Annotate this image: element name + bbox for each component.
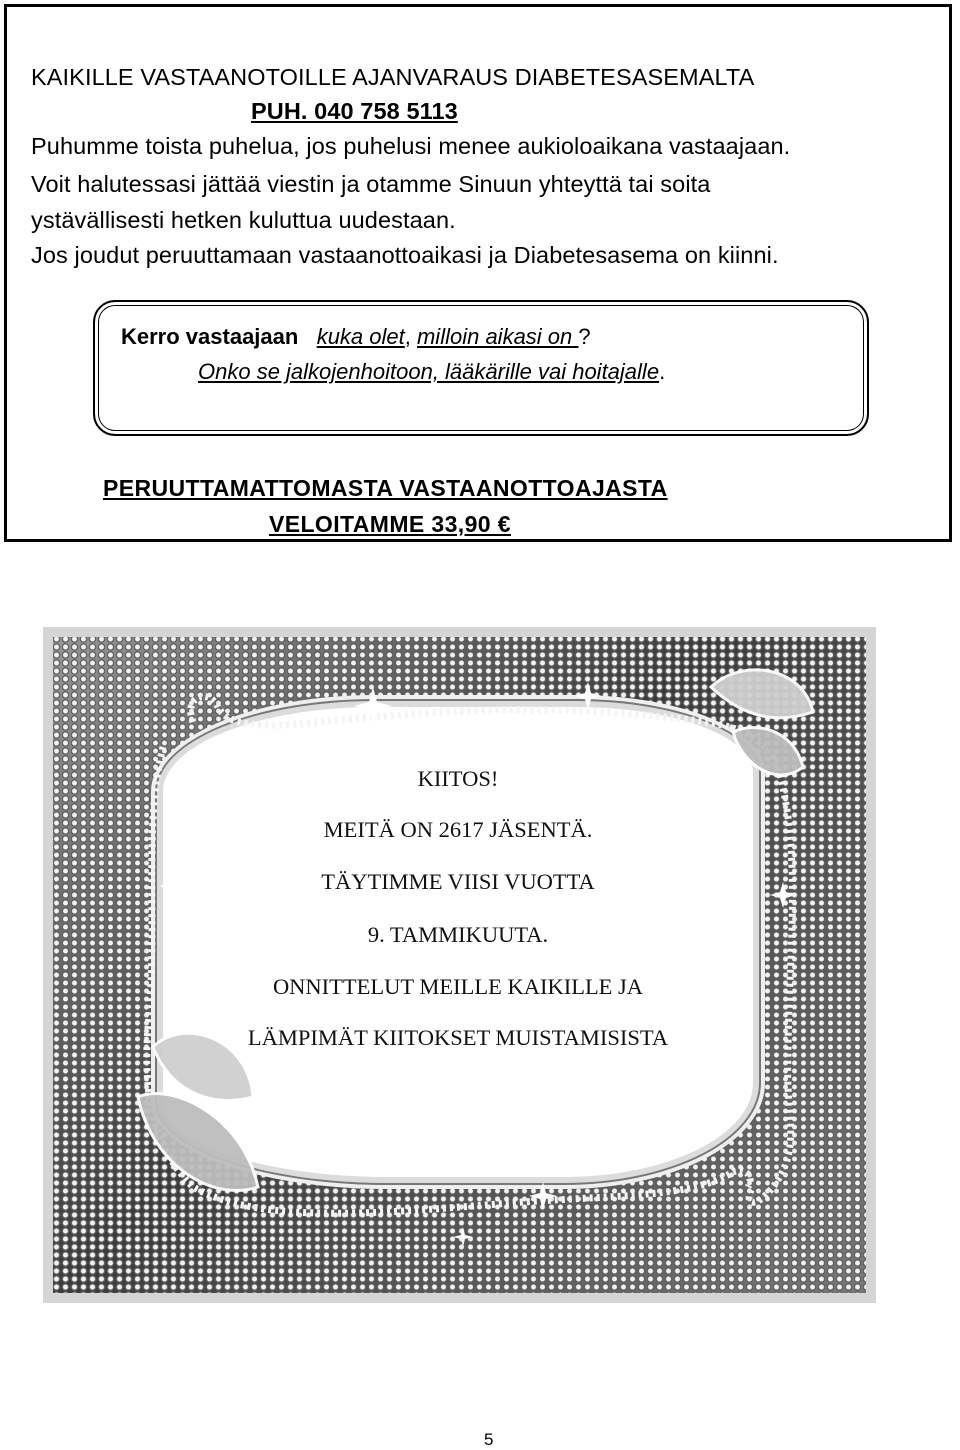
fee-line-2: VELOITAMME 33,90 € [269, 511, 511, 537]
card-decoration [43, 627, 876, 1303]
info-box [4, 4, 952, 542]
instruction-box [93, 300, 869, 436]
fee-line-1: PERUUTTAMATTOMASTA VASTAANOTTOAJASTA [103, 475, 668, 501]
info-line-5: ystävällisesti hetken kuluttua uudestaan. [31, 207, 456, 233]
card-line-1: KIITOS! [417, 766, 499, 791]
butterfly-bottom-left [138, 1033, 258, 1190]
greeting-card [43, 627, 876, 1303]
info-line-3: Puhumme toista puhelua, jos puhelusi menee aukioloaikana vastaajaan. [31, 133, 791, 159]
card-line-6: LÄMPIMÄT KIITOKSET MUISTAMISISTA [247, 1025, 669, 1050]
card-line-5: ONNITTELUT MEILLE KAIKILLE JA [272, 974, 644, 999]
phone-line [251, 97, 458, 125]
phone-number[interactable]: PUH. 040 758 5113 [251, 98, 458, 124]
instruction-who: kuka olet [316, 324, 405, 349]
info-line-4: Voit halutessasi jättää viestin ja otamme Sinuun yhteyttä tai soita [31, 171, 711, 197]
page-number: 5 [484, 1430, 494, 1449]
card-line-3: TÄYTIMME VIISI VUOTTA [321, 869, 595, 894]
butterfly-top-right [711, 670, 813, 775]
card-line-4: 9. TAMMIKUUTA. [367, 922, 549, 947]
booking-heading: KAIKILLE VASTAANOTOILLE AJANVARAUS DIABETESASEMALTA [31, 64, 755, 90]
instruction-when: milloin aikasi on [416, 324, 573, 349]
info-line-6: Jos joudut peruuttamaan vastaanottoaikasi ja Diabetesasema on kiinni. [31, 242, 779, 268]
instruction-line-1: Kerro vastaajaan kuka olet, milloin aikasi on ? [121, 324, 591, 349]
instruction-bold-prefix: Kerro vastaajaan [121, 324, 299, 349]
instruction-line-2: Onko se jalkojenhoitoon, lääkärille vai hoitajalle. [198, 359, 666, 384]
instruction-where: Onko se jalkojenhoitoon, lääkärille vai hoitajalle [198, 359, 660, 384]
card-line-2: MEITÄ ON 2617 JÄSENTÄ. [323, 817, 593, 842]
